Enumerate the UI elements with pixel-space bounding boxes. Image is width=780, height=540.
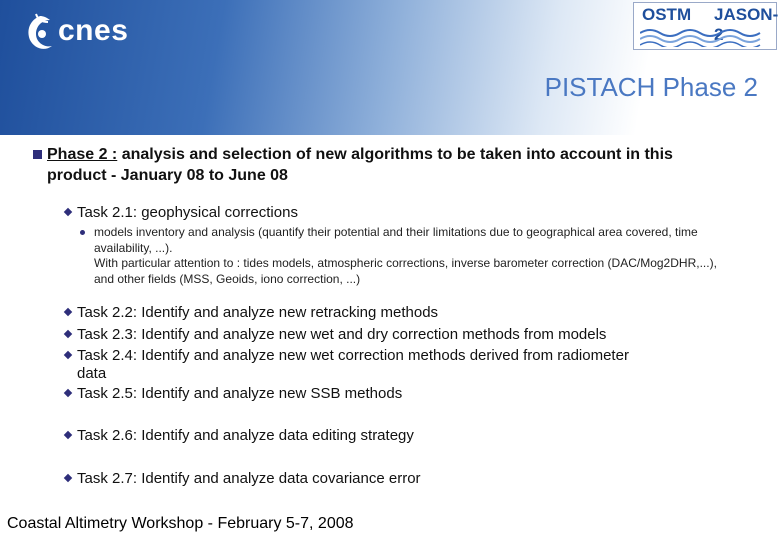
task-item-2-6: Task 2.6: Identify and analyze data editing strategy <box>65 427 705 445</box>
waves-icon <box>640 27 770 47</box>
task-item-2-7: Task 2.7: Identify and analyze data covariance error <box>65 470 705 488</box>
task-item-2-1: Task 2.1: geophysical corrections <box>65 204 298 222</box>
square-bullet-icon <box>33 150 42 159</box>
diamond-bullet-icon <box>64 330 72 338</box>
header-banner <box>0 0 780 135</box>
task-item-2-5: Task 2.5: Identify and analyze new SSB methods <box>65 385 705 403</box>
page-title: PISTACH Phase 2 <box>544 72 758 102</box>
task-2-1-detail-line1: models inventory and analysis (quantify their potential and their limitations due to geographical area covered, time availability, ...). <box>94 225 698 255</box>
task-2-1-detail-line2: With particular attention to : tides models, atmospheric corrections, inverse barometer correction (DAC/Mog2DHR,...), and other fields (MSS, Geoids, iono correction, ...) <box>94 256 717 286</box>
task-item-2-4: Task 2.4: Identify and analyze new wet correction methods derived from radiometer data <box>65 347 655 383</box>
ostm-logo-left-text: OSTM <box>642 5 692 24</box>
diamond-bullet-icon <box>64 308 72 316</box>
diamond-bullet-icon <box>64 351 72 359</box>
diamond-bullet-icon <box>64 474 72 482</box>
task-2-1-detail <box>80 225 720 287</box>
dot-bullet-icon <box>80 230 85 235</box>
phase-text: analysis and selection of new algorithms to be taken into account in this product - January 08 to June 08 <box>47 146 673 184</box>
diamond-bullet-icon <box>64 389 72 397</box>
diamond-bullet-icon <box>64 431 72 439</box>
ostm-logo-right-text: JASON-2 <box>714 5 779 44</box>
ostm-jason2-logo <box>633 2 777 50</box>
task-item-2-2: Task 2.2: Identify and analyze new retracking methods <box>65 304 705 322</box>
phase-heading: Phase 2 : <box>47 146 118 163</box>
cnes-logo-text: cnes <box>58 14 129 47</box>
footer-text: Coastal Altimetry Workshop - February 5-7, 2008 <box>7 515 354 532</box>
phase-bullet <box>33 144 723 186</box>
diamond-bullet-icon <box>64 208 72 216</box>
task-item-2-3: Task 2.3: Identify and analyze new wet and dry correction methods from models <box>65 326 705 344</box>
